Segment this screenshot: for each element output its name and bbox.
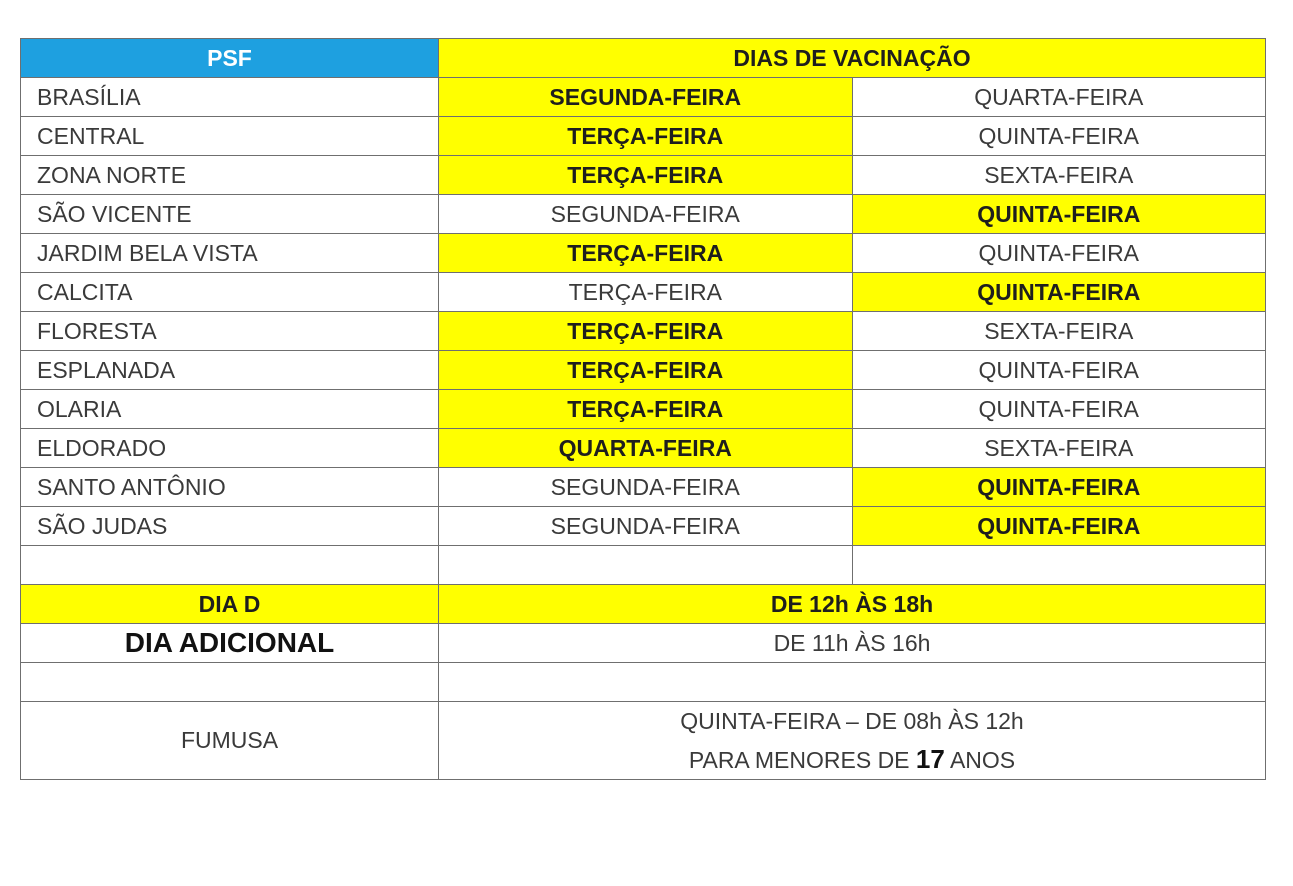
vaccination-day-1-cell: TERÇA-FEIRA — [439, 390, 853, 429]
vaccination-day-1-cell: TERÇA-FEIRA — [439, 117, 853, 156]
header-row — [21, 39, 1266, 78]
table-row — [21, 507, 1266, 546]
psf-name-cell: SÃO JUDAS — [21, 507, 439, 546]
table-body — [21, 39, 1266, 780]
vaccination-day-2-cell: QUINTA-FEIRA — [852, 351, 1266, 390]
psf-name-cell: ZONA NORTE — [21, 156, 439, 195]
table-row — [21, 78, 1266, 117]
table-row — [21, 195, 1266, 234]
psf-name-cell: CENTRAL — [21, 117, 439, 156]
fumusa-schedule-line-2 — [455, 740, 1249, 779]
age-number: 17 — [915, 744, 945, 774]
vaccination-day-2-cell: SEXTA-FEIRA — [852, 156, 1266, 195]
vaccination-day-1-cell: TERÇA-FEIRA — [439, 273, 853, 312]
dia-d-row — [21, 585, 1266, 624]
age-text-suffix: ANOS — [944, 747, 1016, 773]
vaccination-day-2-cell: QUINTA-FEIRA — [852, 507, 1266, 546]
psf-name-cell: ESPLANADA — [21, 351, 439, 390]
psf-name-cell: ELDORADO — [21, 429, 439, 468]
vaccination-day-2-cell: QUINTA-FEIRA — [852, 468, 1266, 507]
vaccination-day-1-cell: SEGUNDA-FEIRA — [439, 468, 853, 507]
fumusa-schedule-line-1: QUINTA-FEIRA – DE 08h ÀS 12h — [680, 708, 1024, 734]
fumusa-schedule — [439, 702, 1266, 780]
table-row — [21, 429, 1266, 468]
psf-name-cell: JARDIM BELA VISTA — [21, 234, 439, 273]
empty-cell — [21, 663, 439, 702]
vaccination-day-2-cell: QUINTA-FEIRA — [852, 390, 1266, 429]
table-row — [21, 156, 1266, 195]
vaccination-day-2-cell: SEXTA-FEIRA — [852, 312, 1266, 351]
vaccination-day-2-cell: SEXTA-FEIRA — [852, 429, 1266, 468]
empty-cell — [439, 546, 853, 585]
psf-header: PSF — [21, 39, 439, 78]
table-row — [21, 312, 1266, 351]
age-text-prefix: PARA MENORES DE — [688, 747, 916, 773]
vaccination-day-1-cell: TERÇA-FEIRA — [439, 156, 853, 195]
empty-cell — [439, 663, 1266, 702]
dia-d-hours: DE 12h ÀS 18h — [439, 585, 1266, 624]
vaccination-day-1-cell: TERÇA-FEIRA — [439, 351, 853, 390]
empty-cell — [852, 546, 1266, 585]
vaccination-day-1-cell: SEGUNDA-FEIRA — [439, 78, 853, 117]
dia-adicional-label: DIA ADICIONAL — [21, 624, 439, 663]
table-row — [21, 351, 1266, 390]
vaccination-day-2-cell: QUINTA-FEIRA — [852, 273, 1266, 312]
empty-cell — [21, 546, 439, 585]
vaccination-day-2-cell: QUINTA-FEIRA — [852, 234, 1266, 273]
empty-row — [21, 663, 1266, 702]
dia-adicional-hours: DE 11h ÀS 16h — [439, 624, 1266, 663]
table-row — [21, 468, 1266, 507]
dia-adicional-row — [21, 624, 1266, 663]
empty-row — [21, 546, 1266, 585]
vaccination-schedule-table — [20, 38, 1266, 780]
fumusa-label: FUMUSA — [21, 702, 439, 780]
vaccination-day-2-cell: QUINTA-FEIRA — [852, 117, 1266, 156]
table-row — [21, 234, 1266, 273]
vaccination-days-header: DIAS DE VACINAÇÃO — [439, 39, 1266, 78]
psf-name-cell: SÃO VICENTE — [21, 195, 439, 234]
vaccination-day-2-cell: QUINTA-FEIRA — [852, 195, 1266, 234]
psf-name-cell: OLARIA — [21, 390, 439, 429]
table-row — [21, 117, 1266, 156]
vaccination-day-1-cell: QUARTA-FEIRA — [439, 429, 853, 468]
psf-name-cell: FLORESTA — [21, 312, 439, 351]
table-row — [21, 390, 1266, 429]
psf-name-cell: SANTO ANTÔNIO — [21, 468, 439, 507]
table-row — [21, 273, 1266, 312]
psf-name-cell: BRASÍLIA — [21, 78, 439, 117]
psf-name-cell: CALCITA — [21, 273, 439, 312]
fumusa-row — [21, 702, 1266, 780]
vaccination-day-2-cell: QUARTA-FEIRA — [852, 78, 1266, 117]
vaccination-day-1-cell: SEGUNDA-FEIRA — [439, 195, 853, 234]
vaccination-day-1-cell: SEGUNDA-FEIRA — [439, 507, 853, 546]
vaccination-day-1-cell: TERÇA-FEIRA — [439, 312, 853, 351]
dia-d-label: DIA D — [21, 585, 439, 624]
vaccination-day-1-cell: TERÇA-FEIRA — [439, 234, 853, 273]
